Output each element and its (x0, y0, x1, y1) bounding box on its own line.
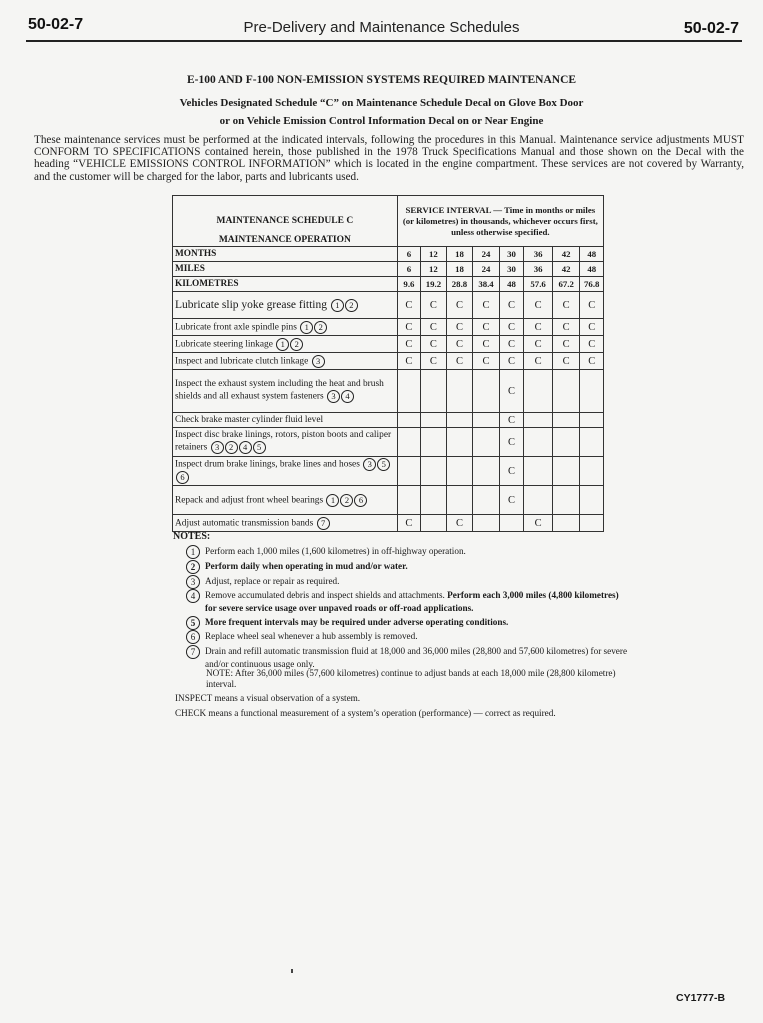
note-ref-icon: 5 (253, 441, 266, 454)
months-cell: 12 (421, 247, 447, 262)
interval-mark-cell: C (499, 428, 524, 457)
kilometres-label: KILOMETRES (173, 277, 398, 292)
operation-cell (173, 319, 398, 336)
operation-text: Inspect disc brake linings, rotors, piston boots and caliper retainers (175, 430, 392, 453)
table-row (173, 353, 604, 370)
operation-rows (173, 292, 604, 532)
interval-mark-cell (552, 515, 580, 532)
note-text: More frequent intervals may be required under adverse operating conditions. (205, 617, 509, 628)
note-ref-icon: 3 (327, 390, 340, 403)
interval-mark-cell: C (552, 292, 580, 319)
section-subtitle-1: Vehicles Designated Schedule “C” on Maintenance Schedule Decal on Glove Box Door (179, 97, 584, 109)
interval-mark-cell (421, 515, 447, 532)
kilometres-cell: 38.4 (473, 277, 500, 292)
page-number-left: 50-02-7 (28, 16, 84, 33)
miles-cell: 42 (552, 262, 580, 277)
notes-heading: NOTES: (173, 531, 211, 542)
operation-cell (173, 292, 398, 319)
interval-mark-cell: C (473, 292, 500, 319)
interval-mark-cell (473, 428, 500, 457)
interval-mark-cell: C (499, 292, 524, 319)
interval-mark-cell (473, 413, 500, 428)
kilometres-cell: 57.6 (524, 277, 553, 292)
maintenance-schedule-table (172, 195, 604, 532)
interval-mark-cell (421, 457, 447, 486)
operation-cell (173, 515, 398, 532)
kilometres-cell: 67.2 (552, 277, 580, 292)
interval-mark-cell (552, 486, 580, 515)
interval-mark-cell: C (524, 515, 553, 532)
interval-mark-cell: C (446, 336, 473, 353)
operation-text: Check brake master cylinder fluid level (175, 414, 324, 425)
interval-mark-cell: C (446, 353, 473, 370)
interval-mark-cell: C (421, 353, 447, 370)
note-text: Drain and refill automatic transmission fluid at 18,000 and 36,000 miles (28,800 and 57,600 kilometres) for severe and/or continuous usage only. (205, 646, 628, 669)
months-cell: 6 (397, 247, 420, 262)
note-text: Perform daily when operating in mud and/or water. (205, 561, 408, 572)
interval-mark-cell (524, 428, 553, 457)
operation-cell (173, 370, 398, 413)
interval-mark-cell (446, 413, 473, 428)
interval-mark-cell (499, 515, 524, 532)
months-cell: 18 (446, 247, 473, 262)
table-row (173, 292, 604, 319)
check-definition: CHECK means a functional measurement of a system’s operation (performance) — correct as required. (175, 708, 556, 718)
interval-mark-cell (397, 486, 420, 515)
operation-cell (173, 457, 398, 486)
interval-mark-cell (580, 457, 604, 486)
operation-cell (173, 336, 398, 353)
interval-mark-cell (421, 370, 447, 413)
note-text: Remove accumulated debris and inspect shields and attachments. (205, 590, 445, 601)
interval-mark-cell (473, 515, 500, 532)
operation-text: Inspect and lubricate clutch linkage (175, 356, 309, 367)
note-ref-icon: 4 (239, 441, 252, 454)
operation-text: Lubricate slip yoke grease fitting (175, 298, 328, 311)
months-cell: 48 (580, 247, 604, 262)
operation-cell (173, 353, 398, 370)
interval-mark-cell (397, 457, 420, 486)
interval-mark-cell (552, 370, 580, 413)
note-1 (186, 545, 616, 559)
interval-mark-cell: C (446, 292, 473, 319)
note-ref-icon: 2 (314, 321, 327, 334)
miles-cell: 30 (499, 262, 524, 277)
note-ref-icon: 2 (225, 441, 238, 454)
interval-mark-cell: C (524, 319, 553, 336)
kilometres-cell: 28.8 (446, 277, 473, 292)
interval-mark-cell (552, 428, 580, 457)
note-ref-icon: 5 (377, 458, 390, 471)
interval-mark-cell: C (499, 413, 524, 428)
interval-mark-cell: C (580, 353, 604, 370)
intro-paragraph: These maintenance services must be performed at the indicated intervals, following the procedures in this Manual. Maintenance service adjustments MUST CONFORM TO SPECIFICATIONS contained herein, those published in the 1978 Truck Specifications Manual and those shown on the Decal with the heading “VEHICLE EMISSIONS CONTROL INFORMATION” which is located in the engine compartment. These services are not covered by Warranty, and the customer will be charged for the labor, parts and lubricants used. (34, 134, 744, 183)
miles-cell: 12 (421, 262, 447, 277)
note-4 (186, 589, 629, 614)
interval-mark-cell: C (552, 336, 580, 353)
miles-cell: 24 (473, 262, 500, 277)
note-6 (186, 630, 616, 644)
interval-mark-cell: C (499, 457, 524, 486)
page-header-title: Pre-Delivery and Maintenance Schedules (243, 19, 520, 36)
interval-mark-cell (580, 413, 604, 428)
note-number-icon: 7 (186, 645, 200, 659)
interval-mark-cell (446, 486, 473, 515)
miles-cell: 36 (524, 262, 553, 277)
interval-mark-cell: C (421, 292, 447, 319)
note-ref-icon: 1 (326, 494, 339, 507)
months-cell: 42 (552, 247, 580, 262)
note-ref-icon: 6 (354, 494, 367, 507)
kilometres-row (173, 277, 604, 292)
interval-mark-cell: C (499, 370, 524, 413)
interval-mark-cell: C (473, 319, 500, 336)
months-label: MONTHS (173, 247, 398, 262)
operation-text: Inspect the exhaust system including the heat and brush shields and all exhaust system fasteners (175, 379, 384, 402)
kilometres-cell: 76.8 (580, 277, 604, 292)
note-ref-icon: 2 (345, 299, 358, 312)
months-row (173, 247, 604, 262)
inspect-definition: INSPECT means a visual observation of a system. (175, 693, 361, 703)
interval-mark-cell (446, 457, 473, 486)
note-2 (186, 560, 616, 574)
miles-label: MILES (173, 262, 398, 277)
note-ref-icon: 1 (300, 321, 313, 334)
note-ref-icon: 3 (363, 458, 376, 471)
operation-header-text: MAINTENANCE OPERATION (218, 235, 351, 245)
miles-row (173, 262, 604, 277)
interval-mark-cell: C (397, 336, 420, 353)
interval-mark-cell (524, 413, 553, 428)
note-ref-icon: 3 (312, 355, 325, 368)
interval-mark-cell (524, 370, 553, 413)
interval-mark-cell (421, 413, 447, 428)
months-cell: 30 (499, 247, 524, 262)
operation-cell (173, 486, 398, 515)
note-text: Perform each 1,000 miles (1,600 kilometres) in off-highway operation. (205, 546, 466, 557)
table-row (173, 515, 604, 532)
interval-mark-cell: C (397, 515, 420, 532)
interval-mark-cell: C (552, 319, 580, 336)
section-title: E-100 AND F-100 NON-EMISSION SYSTEMS REQUIRED MAINTENANCE (186, 74, 577, 86)
interval-mark-cell (473, 370, 500, 413)
note-number-icon: 6 (186, 630, 200, 644)
header-rule (26, 40, 742, 42)
interval-mark-cell (446, 370, 473, 413)
interval-mark-cell: C (397, 319, 420, 336)
interval-mark-cell (580, 370, 604, 413)
interval-mark-cell: C (524, 336, 553, 353)
figure-code: CY1777-B (676, 992, 726, 1004)
note-ref-icon: 7 (317, 517, 330, 530)
interval-mark-cell: C (552, 353, 580, 370)
note-ref-icon: 2 (290, 338, 303, 351)
note-ref-icon: 1 (276, 338, 289, 351)
interval-mark-cell: C (446, 319, 473, 336)
note-number-icon: 1 (186, 545, 200, 559)
interval-mark-cell: C (499, 336, 524, 353)
interval-mark-cell (421, 486, 447, 515)
operation-text: Inspect drum brake linings, brake lines and hoses (175, 459, 360, 470)
interval-mark-cell: C (397, 353, 420, 370)
interval-mark-cell: C (580, 336, 604, 353)
table-row (173, 370, 604, 413)
table-header-schedule (173, 196, 398, 247)
note-text: Adjust, replace or repair as required. (205, 576, 340, 587)
operation-text: Adjust automatic transmission bands (175, 518, 314, 529)
interval-mark-cell: C (499, 319, 524, 336)
page-number-right: 50-02-7 (683, 20, 739, 37)
interval-mark-cell: C (524, 353, 553, 370)
note-ref-icon: 2 (340, 494, 353, 507)
note-7-after: NOTE: After 36,000 miles (57,600 kilometres) continue to adjust bands at each 18,000 mile (28,800 kilometre) interval. (206, 668, 616, 689)
interval-mark-cell (580, 428, 604, 457)
page-mark (291, 969, 293, 973)
kilometres-cell: 9.6 (397, 277, 420, 292)
months-cell: 36 (524, 247, 553, 262)
note-number-icon: 5 (186, 616, 200, 630)
interval-mark-cell: C (524, 292, 553, 319)
operation-text: Lubricate steering linkage (175, 339, 273, 350)
table-row (173, 486, 604, 515)
interval-mark-cell: C (473, 336, 500, 353)
operation-cell (173, 428, 398, 457)
interval-mark-cell (397, 413, 420, 428)
table-row (173, 319, 604, 336)
table-row (173, 428, 604, 457)
interval-mark-cell (552, 457, 580, 486)
interval-mark-cell: C (446, 515, 473, 532)
interval-mark-cell: C (499, 353, 524, 370)
table-row (173, 457, 604, 486)
interval-mark-cell: C (421, 336, 447, 353)
interval-mark-cell (524, 486, 553, 515)
interval-mark-cell (446, 428, 473, 457)
months-cell: 24 (473, 247, 500, 262)
interval-mark-cell (397, 370, 420, 413)
operation-text: Repack and adjust front wheel bearings (175, 495, 324, 506)
note-text: Replace wheel seal whenever a hub assembly is removed. (205, 631, 418, 642)
note-5 (186, 616, 616, 630)
interval-mark-cell (473, 457, 500, 486)
interval-mark-cell (580, 515, 604, 532)
interval-mark-cell: C (580, 292, 604, 319)
note-ref-icon: 4 (341, 390, 354, 403)
note-bold-text: Perform each 3,000 miles (4,800 kilometres) for severe service usage over unpaved roads or off-road applications. (205, 590, 619, 613)
miles-cell: 48 (580, 262, 604, 277)
interval-mark-cell: C (397, 292, 420, 319)
note-7 (186, 645, 629, 670)
note-number-icon: 4 (186, 589, 200, 603)
note-3 (186, 575, 616, 589)
miles-cell: 6 (397, 262, 420, 277)
note-number-icon: 3 (186, 575, 200, 589)
interval-mark-cell (397, 428, 420, 457)
operation-cell (173, 413, 398, 428)
table-row (173, 413, 604, 428)
section-subtitle-2: or on Vehicle Emission Control Information Decal on or Near Engine (219, 115, 544, 127)
schedule-header-text: MAINTENANCE SCHEDULE C (216, 216, 354, 226)
interval-mark-cell (524, 457, 553, 486)
interval-mark-cell (552, 413, 580, 428)
kilometres-cell: 48 (499, 277, 524, 292)
interval-mark-cell (580, 486, 604, 515)
interval-mark-cell: C (473, 353, 500, 370)
interval-mark-cell (421, 428, 447, 457)
note-ref-icon: 3 (211, 441, 224, 454)
miles-cell: 18 (446, 262, 473, 277)
interval-mark-cell (473, 486, 500, 515)
interval-mark-cell: C (421, 319, 447, 336)
table-header-interval: SERVICE INTERVAL — Time in months or miles (or kilometres) in thousands, whichever occurs first, unless otherwise specified. (397, 196, 603, 247)
operation-text: Lubricate front axle spindle pins (175, 322, 297, 333)
note-ref-icon: 1 (331, 299, 344, 312)
interval-mark-cell: C (499, 486, 524, 515)
note-ref-icon: 6 (176, 471, 189, 484)
note-number-icon: 2 (186, 560, 200, 574)
table-row (173, 336, 604, 353)
kilometres-cell: 19.2 (421, 277, 447, 292)
interval-mark-cell: C (580, 319, 604, 336)
